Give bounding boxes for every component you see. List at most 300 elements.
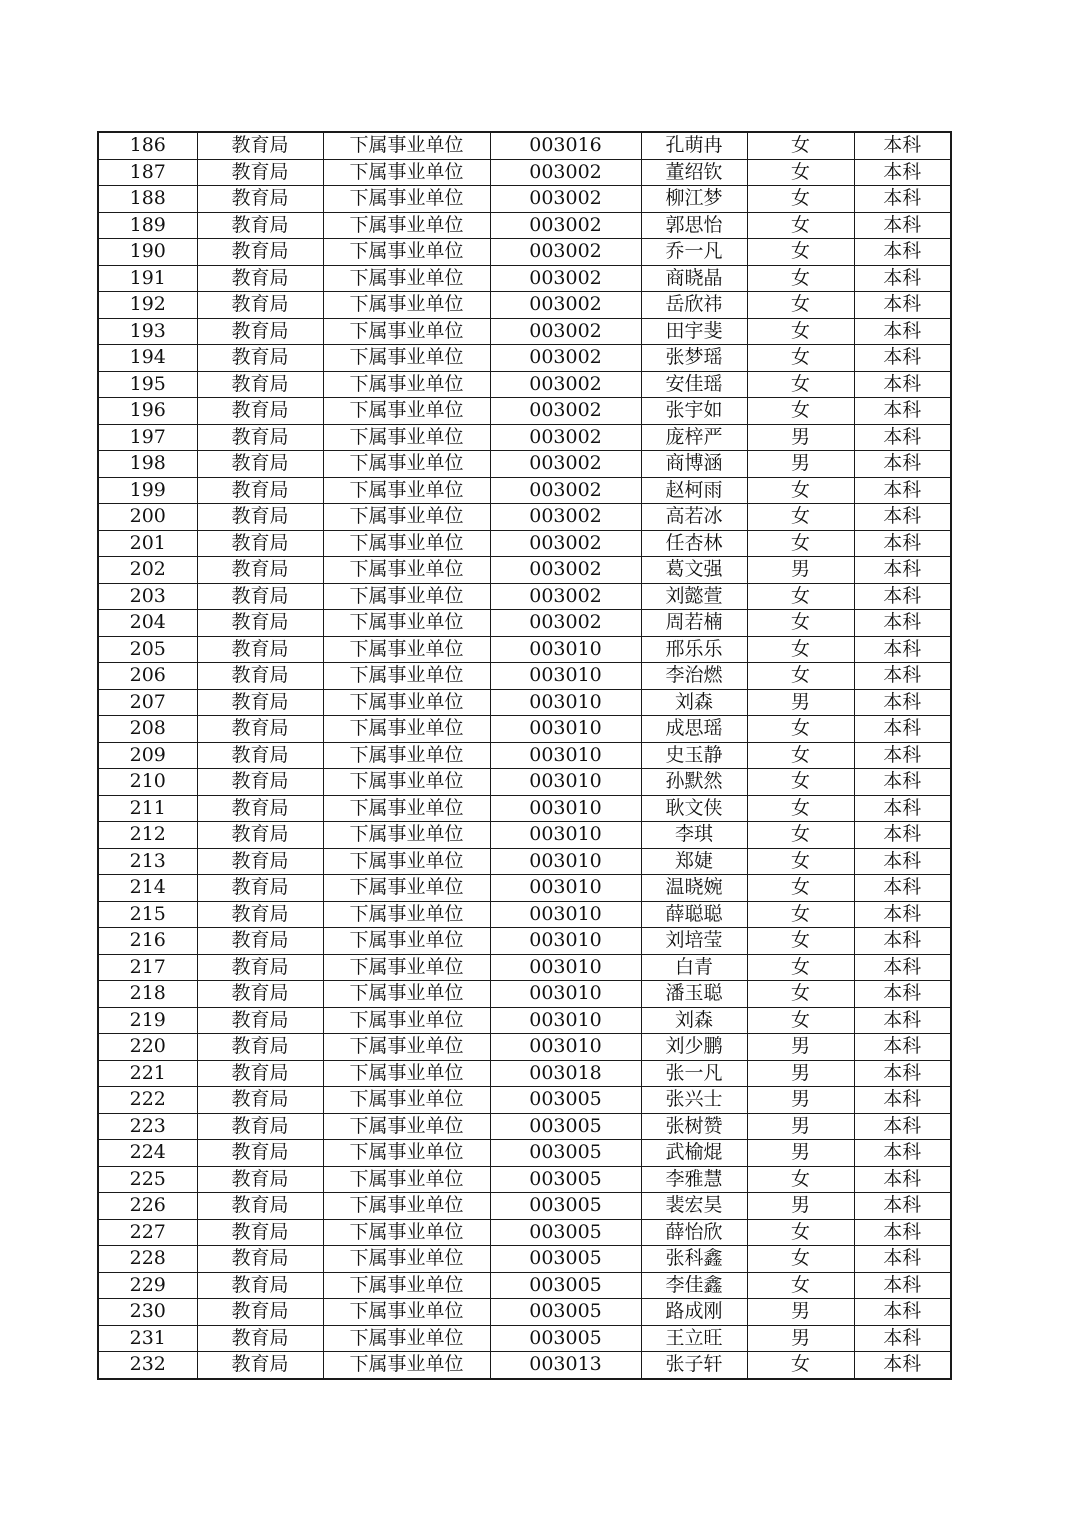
table-row	[98, 1219, 951, 1246]
cell-department: 教育局	[197, 212, 323, 239]
cell-department: 教育局	[197, 557, 323, 584]
cell-education: 本科	[854, 636, 951, 663]
cell-department: 教育局	[197, 769, 323, 796]
cell-education: 本科	[854, 1299, 951, 1326]
cell-unit: 下属事业单位	[323, 1246, 490, 1273]
cell-row-number: 217	[98, 954, 197, 981]
cell-department: 教育局	[197, 398, 323, 425]
cell-department: 教育局	[197, 1299, 323, 1326]
cell-unit: 下属事业单位	[323, 318, 490, 345]
cell-row-number: 200	[98, 504, 197, 531]
cell-name: 刘森	[641, 1007, 747, 1034]
cell-position-code: 003005	[490, 1193, 641, 1220]
cell-name: 郑婕	[641, 848, 747, 875]
cell-name: 王立旺	[641, 1325, 747, 1352]
table-row	[98, 451, 951, 478]
cell-row-number: 198	[98, 451, 197, 478]
cell-unit: 下属事业单位	[323, 1113, 490, 1140]
cell-position-code: 003002	[490, 557, 641, 584]
table-row	[98, 875, 951, 902]
cell-name: 史玉静	[641, 742, 747, 769]
cell-gender: 女	[747, 583, 854, 610]
cell-department: 教育局	[197, 610, 323, 637]
table-row	[98, 1140, 951, 1167]
cell-unit: 下属事业单位	[323, 1060, 490, 1087]
table-row	[98, 742, 951, 769]
cell-gender: 女	[747, 132, 854, 159]
table-row	[98, 1007, 951, 1034]
cell-gender: 女	[747, 822, 854, 849]
cell-gender: 男	[747, 1299, 854, 1326]
cell-position-code: 003010	[490, 875, 641, 902]
table-row	[98, 132, 951, 159]
cell-row-number: 212	[98, 822, 197, 849]
cell-education: 本科	[854, 1060, 951, 1087]
cell-education: 本科	[854, 371, 951, 398]
cell-department: 教育局	[197, 1352, 323, 1379]
cell-gender: 女	[747, 1166, 854, 1193]
cell-name: 成思瑶	[641, 716, 747, 743]
table-row	[98, 716, 951, 743]
cell-education: 本科	[854, 132, 951, 159]
cell-name: 耿文侠	[641, 795, 747, 822]
cell-education: 本科	[854, 1325, 951, 1352]
cell-department: 教育局	[197, 1219, 323, 1246]
cell-department: 教育局	[197, 795, 323, 822]
cell-position-code: 003002	[490, 477, 641, 504]
cell-department: 教育局	[197, 239, 323, 266]
cell-unit: 下属事业单位	[323, 636, 490, 663]
cell-education: 本科	[854, 583, 951, 610]
table-row	[98, 954, 951, 981]
cell-row-number: 230	[98, 1299, 197, 1326]
cell-gender: 女	[747, 398, 854, 425]
cell-unit: 下属事业单位	[323, 689, 490, 716]
cell-department: 教育局	[197, 875, 323, 902]
cell-row-number: 191	[98, 265, 197, 292]
cell-department: 教育局	[197, 663, 323, 690]
cell-education: 本科	[854, 1007, 951, 1034]
cell-unit: 下属事业单位	[323, 239, 490, 266]
cell-name: 田宇斐	[641, 318, 747, 345]
cell-education: 本科	[854, 742, 951, 769]
cell-row-number: 228	[98, 1246, 197, 1273]
cell-gender: 女	[747, 981, 854, 1008]
cell-unit: 下属事业单位	[323, 1034, 490, 1061]
table-row	[98, 504, 951, 531]
cell-department: 教育局	[197, 1193, 323, 1220]
cell-name: 赵柯雨	[641, 477, 747, 504]
cell-department: 教育局	[197, 742, 323, 769]
table-row	[98, 848, 951, 875]
cell-unit: 下属事业单位	[323, 610, 490, 637]
cell-education: 本科	[854, 451, 951, 478]
cell-unit: 下属事业单位	[323, 742, 490, 769]
cell-name: 张科鑫	[641, 1246, 747, 1273]
cell-name: 商晓晶	[641, 265, 747, 292]
cell-row-number: 189	[98, 212, 197, 239]
cell-unit: 下属事业单位	[323, 954, 490, 981]
cell-row-number: 203	[98, 583, 197, 610]
cell-gender: 女	[747, 716, 854, 743]
cell-position-code: 003002	[490, 504, 641, 531]
table-row	[98, 1166, 951, 1193]
cell-gender: 女	[747, 186, 854, 213]
cell-unit: 下属事业单位	[323, 901, 490, 928]
cell-department: 教育局	[197, 1246, 323, 1273]
cell-unit: 下属事业单位	[323, 371, 490, 398]
cell-position-code: 003005	[490, 1325, 641, 1352]
table-row	[98, 186, 951, 213]
cell-row-number: 199	[98, 477, 197, 504]
cell-gender: 女	[747, 212, 854, 239]
cell-position-code: 003010	[490, 981, 641, 1008]
cell-unit: 下属事业单位	[323, 583, 490, 610]
cell-gender: 女	[747, 636, 854, 663]
cell-education: 本科	[854, 928, 951, 955]
cell-position-code: 003005	[490, 1140, 641, 1167]
table-row	[98, 610, 951, 637]
cell-row-number: 211	[98, 795, 197, 822]
cell-row-number: 196	[98, 398, 197, 425]
cell-position-code: 003016	[490, 132, 641, 159]
cell-department: 教育局	[197, 318, 323, 345]
cell-education: 本科	[854, 901, 951, 928]
cell-unit: 下属事业单位	[323, 504, 490, 531]
cell-gender: 男	[747, 1060, 854, 1087]
cell-name: 高若冰	[641, 504, 747, 531]
cell-department: 教育局	[197, 716, 323, 743]
cell-education: 本科	[854, 504, 951, 531]
cell-unit: 下属事业单位	[323, 212, 490, 239]
cell-department: 教育局	[197, 504, 323, 531]
cell-position-code: 003002	[490, 159, 641, 186]
cell-unit: 下属事业单位	[323, 424, 490, 451]
cell-gender: 女	[747, 928, 854, 955]
cell-row-number: 220	[98, 1034, 197, 1061]
cell-education: 本科	[854, 1166, 951, 1193]
table-row	[98, 1087, 951, 1114]
cell-gender: 男	[747, 557, 854, 584]
cell-education: 本科	[854, 689, 951, 716]
cell-position-code: 003010	[490, 954, 641, 981]
cell-name: 李佳鑫	[641, 1272, 747, 1299]
cell-gender: 女	[747, 769, 854, 796]
table-row	[98, 1352, 951, 1379]
cell-unit: 下属事业单位	[323, 186, 490, 213]
table-row	[98, 689, 951, 716]
cell-gender: 女	[747, 477, 854, 504]
table-row	[98, 292, 951, 319]
cell-position-code: 003002	[490, 212, 641, 239]
table-row	[98, 371, 951, 398]
cell-unit: 下属事业单位	[323, 530, 490, 557]
cell-name: 邢乐乐	[641, 636, 747, 663]
cell-unit: 下属事业单位	[323, 345, 490, 372]
cell-name: 李治燃	[641, 663, 747, 690]
cell-name: 刘森	[641, 689, 747, 716]
cell-row-number: 223	[98, 1113, 197, 1140]
cell-name: 葛文强	[641, 557, 747, 584]
cell-unit: 下属事业单位	[323, 477, 490, 504]
table-row	[98, 318, 951, 345]
cell-gender: 女	[747, 848, 854, 875]
table-row	[98, 901, 951, 928]
table-row	[98, 345, 951, 372]
cell-position-code: 003013	[490, 1352, 641, 1379]
cell-unit: 下属事业单位	[323, 1299, 490, 1326]
table-row	[98, 239, 951, 266]
cell-position-code: 003005	[490, 1246, 641, 1273]
cell-department: 教育局	[197, 636, 323, 663]
cell-education: 本科	[854, 477, 951, 504]
cell-name: 薛怡欣	[641, 1219, 747, 1246]
cell-education: 本科	[854, 239, 951, 266]
cell-name: 张一凡	[641, 1060, 747, 1087]
cell-department: 教育局	[197, 848, 323, 875]
cell-unit: 下属事业单位	[323, 292, 490, 319]
cell-department: 教育局	[197, 265, 323, 292]
cell-name: 张宇如	[641, 398, 747, 425]
cell-education: 本科	[854, 1272, 951, 1299]
cell-department: 教育局	[197, 159, 323, 186]
cell-position-code: 003002	[490, 451, 641, 478]
table-row	[98, 663, 951, 690]
cell-education: 本科	[854, 1246, 951, 1273]
cell-position-code: 003005	[490, 1219, 641, 1246]
cell-gender: 男	[747, 689, 854, 716]
cell-name: 裴宏昊	[641, 1193, 747, 1220]
cell-position-code: 003005	[490, 1272, 641, 1299]
table-row	[98, 557, 951, 584]
table-row	[98, 583, 951, 610]
cell-name: 乔一凡	[641, 239, 747, 266]
cell-position-code: 003010	[490, 742, 641, 769]
cell-gender: 女	[747, 1219, 854, 1246]
cell-gender: 女	[747, 901, 854, 928]
cell-position-code: 003005	[490, 1166, 641, 1193]
cell-name: 安佳瑶	[641, 371, 747, 398]
cell-education: 本科	[854, 530, 951, 557]
cell-row-number: 202	[98, 557, 197, 584]
cell-department: 教育局	[197, 583, 323, 610]
cell-department: 教育局	[197, 1140, 323, 1167]
table-row	[98, 822, 951, 849]
cell-unit: 下属事业单位	[323, 1325, 490, 1352]
cell-row-number: 190	[98, 239, 197, 266]
cell-position-code: 003010	[490, 689, 641, 716]
cell-department: 教育局	[197, 292, 323, 319]
cell-name: 李琪	[641, 822, 747, 849]
cell-department: 教育局	[197, 981, 323, 1008]
cell-position-code: 003002	[490, 371, 641, 398]
cell-position-code: 003002	[490, 292, 641, 319]
cell-unit: 下属事业单位	[323, 822, 490, 849]
cell-department: 教育局	[197, 1272, 323, 1299]
cell-gender: 女	[747, 530, 854, 557]
cell-name: 董绍钦	[641, 159, 747, 186]
cell-unit: 下属事业单位	[323, 928, 490, 955]
cell-department: 教育局	[197, 530, 323, 557]
cell-gender: 女	[747, 875, 854, 902]
cell-department: 教育局	[197, 1060, 323, 1087]
cell-gender: 女	[747, 345, 854, 372]
cell-education: 本科	[854, 318, 951, 345]
cell-name: 柳江梦	[641, 186, 747, 213]
cell-name: 武榆焜	[641, 1140, 747, 1167]
cell-department: 教育局	[197, 689, 323, 716]
cell-name: 刘少鹏	[641, 1034, 747, 1061]
cell-row-number: 210	[98, 769, 197, 796]
cell-name: 薛聪聪	[641, 901, 747, 928]
cell-name: 路成刚	[641, 1299, 747, 1326]
cell-position-code: 003010	[490, 769, 641, 796]
table-row	[98, 1246, 951, 1273]
cell-row-number: 192	[98, 292, 197, 319]
cell-row-number: 204	[98, 610, 197, 637]
cell-position-code: 003010	[490, 848, 641, 875]
cell-education: 本科	[854, 1034, 951, 1061]
cell-gender: 女	[747, 742, 854, 769]
cell-name: 商博涵	[641, 451, 747, 478]
roster-table	[97, 131, 952, 1380]
cell-unit: 下属事业单位	[323, 769, 490, 796]
cell-education: 本科	[854, 954, 951, 981]
table-row	[98, 981, 951, 1008]
table-row	[98, 265, 951, 292]
cell-name: 岳欣祎	[641, 292, 747, 319]
cell-unit: 下属事业单位	[323, 875, 490, 902]
cell-education: 本科	[854, 848, 951, 875]
table-row	[98, 928, 951, 955]
cell-row-number: 225	[98, 1166, 197, 1193]
cell-name: 潘玉聪	[641, 981, 747, 1008]
cell-position-code: 003005	[490, 1087, 641, 1114]
cell-education: 本科	[854, 981, 951, 1008]
cell-gender: 女	[747, 795, 854, 822]
cell-unit: 下属事业单位	[323, 1087, 490, 1114]
cell-gender: 男	[747, 1325, 854, 1352]
cell-education: 本科	[854, 875, 951, 902]
cell-education: 本科	[854, 186, 951, 213]
cell-education: 本科	[854, 1140, 951, 1167]
cell-row-number: 186	[98, 132, 197, 159]
cell-gender: 女	[747, 504, 854, 531]
cell-position-code: 003002	[490, 265, 641, 292]
cell-name: 孙默然	[641, 769, 747, 796]
cell-gender: 女	[747, 1007, 854, 1034]
cell-position-code: 003010	[490, 822, 641, 849]
cell-education: 本科	[854, 292, 951, 319]
cell-department: 教育局	[197, 928, 323, 955]
cell-department: 教育局	[197, 1113, 323, 1140]
cell-education: 本科	[854, 424, 951, 451]
cell-education: 本科	[854, 265, 951, 292]
cell-education: 本科	[854, 159, 951, 186]
cell-unit: 下属事业单位	[323, 159, 490, 186]
cell-name: 庞梓严	[641, 424, 747, 451]
cell-department: 教育局	[197, 186, 323, 213]
cell-row-number: 207	[98, 689, 197, 716]
cell-position-code: 003010	[490, 636, 641, 663]
cell-unit: 下属事业单位	[323, 1007, 490, 1034]
table-row	[98, 159, 951, 186]
cell-department: 教育局	[197, 345, 323, 372]
cell-position-code: 003010	[490, 1007, 641, 1034]
cell-position-code: 003002	[490, 398, 641, 425]
table-row	[98, 1272, 951, 1299]
cell-education: 本科	[854, 663, 951, 690]
table-row	[98, 795, 951, 822]
cell-unit: 下属事业单位	[323, 663, 490, 690]
table-row	[98, 530, 951, 557]
cell-position-code: 003002	[490, 424, 641, 451]
cell-department: 教育局	[197, 477, 323, 504]
cell-department: 教育局	[197, 954, 323, 981]
cell-position-code: 003002	[490, 345, 641, 372]
cell-row-number: 206	[98, 663, 197, 690]
cell-row-number: 229	[98, 1272, 197, 1299]
cell-education: 本科	[854, 795, 951, 822]
cell-unit: 下属事业单位	[323, 848, 490, 875]
cell-unit: 下属事业单位	[323, 1219, 490, 1246]
cell-row-number: 213	[98, 848, 197, 875]
cell-gender: 男	[747, 1193, 854, 1220]
table-row	[98, 1325, 951, 1352]
cell-department: 教育局	[197, 901, 323, 928]
cell-unit: 下属事业单位	[323, 1140, 490, 1167]
cell-department: 教育局	[197, 822, 323, 849]
table-row	[98, 1193, 951, 1220]
cell-position-code: 003010	[490, 663, 641, 690]
cell-row-number: 194	[98, 345, 197, 372]
cell-department: 教育局	[197, 1166, 323, 1193]
cell-gender: 女	[747, 265, 854, 292]
cell-position-code: 003005	[490, 1299, 641, 1326]
cell-name: 周若楠	[641, 610, 747, 637]
cell-department: 教育局	[197, 371, 323, 398]
cell-unit: 下属事业单位	[323, 1193, 490, 1220]
cell-position-code: 003002	[490, 610, 641, 637]
cell-name: 刘懿萱	[641, 583, 747, 610]
cell-row-number: 227	[98, 1219, 197, 1246]
cell-gender: 男	[747, 1034, 854, 1061]
cell-name: 郭思怡	[641, 212, 747, 239]
cell-unit: 下属事业单位	[323, 1166, 490, 1193]
table-row	[98, 1113, 951, 1140]
cell-gender: 男	[747, 1113, 854, 1140]
cell-position-code: 003010	[490, 901, 641, 928]
cell-name: 任杏林	[641, 530, 747, 557]
cell-education: 本科	[854, 1193, 951, 1220]
table-row	[98, 769, 951, 796]
cell-row-number: 214	[98, 875, 197, 902]
cell-gender: 女	[747, 1272, 854, 1299]
cell-position-code: 003005	[490, 1113, 641, 1140]
cell-position-code: 003010	[490, 795, 641, 822]
table-row	[98, 1299, 951, 1326]
cell-unit: 下属事业单位	[323, 451, 490, 478]
document-page	[97, 131, 950, 1380]
cell-position-code: 003010	[490, 716, 641, 743]
cell-department: 教育局	[197, 1087, 323, 1114]
cell-unit: 下属事业单位	[323, 1352, 490, 1379]
cell-name: 刘培莹	[641, 928, 747, 955]
cell-gender: 男	[747, 424, 854, 451]
cell-row-number: 226	[98, 1193, 197, 1220]
cell-gender: 男	[747, 1087, 854, 1114]
cell-education: 本科	[854, 1219, 951, 1246]
